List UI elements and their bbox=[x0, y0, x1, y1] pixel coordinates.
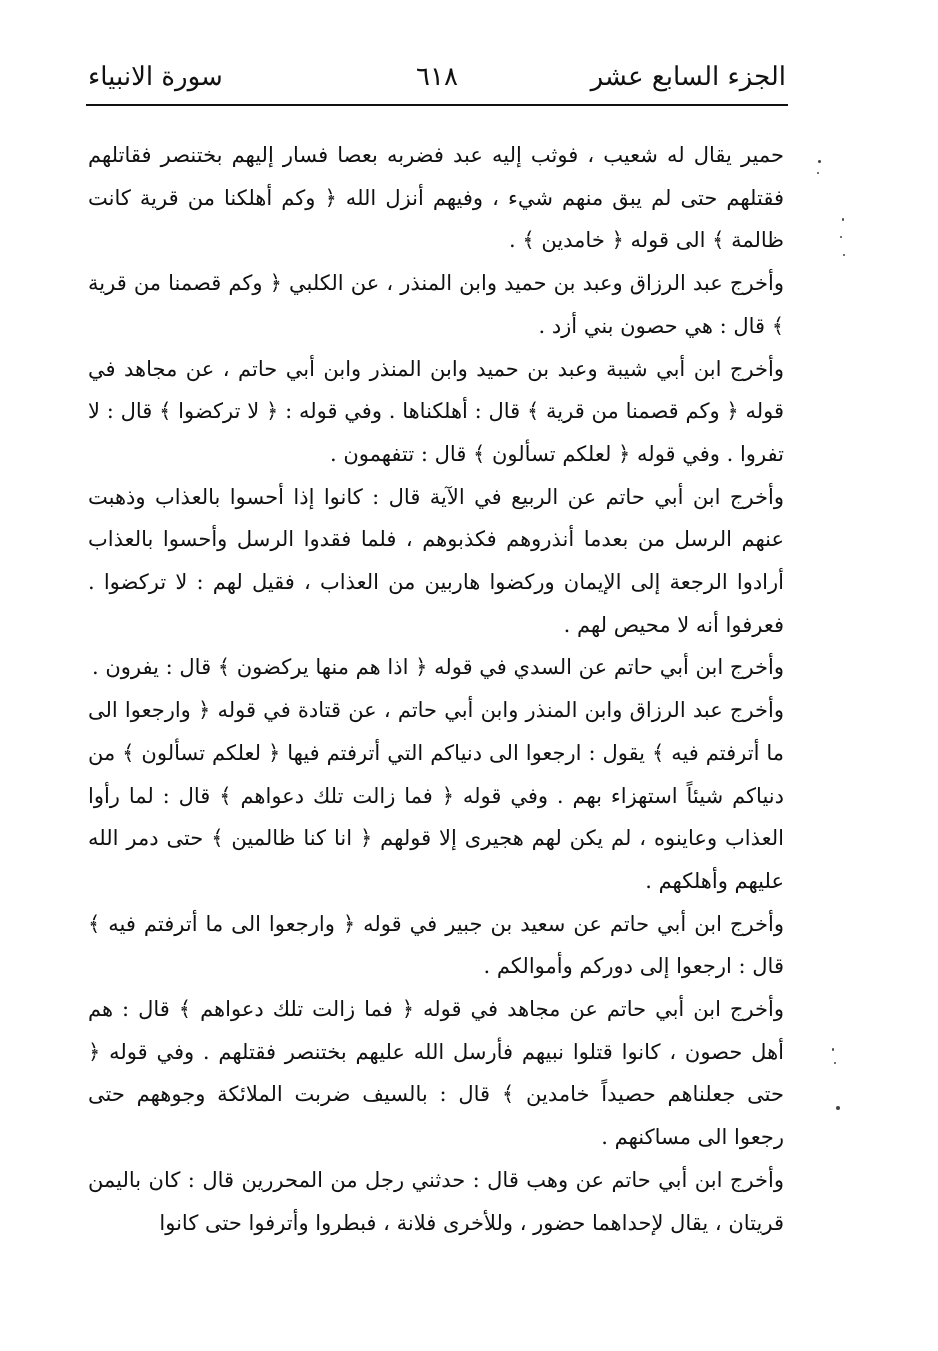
header-rule bbox=[86, 104, 788, 106]
scan-speck bbox=[818, 160, 821, 163]
scan-speck bbox=[843, 254, 845, 256]
paragraph: وأخرج ابن أبي حاتم عن السدي في قوله ﴿ اذا هم منها يركضون ﴾ قال : يفرون . bbox=[92, 655, 784, 680]
paragraph: حمير يقال له شعيب ، فوثب إليه عبد فضربه بعصا فسار إليهم بختنصر فقاتلهم فقتلهم حتى لم يبق منهم شيء ، وفيهم أنزل الله ﴿ وكم أهلكنا من قرية كانت ظالمة ﴾ الى قوله ﴿ خامدين ﴾ . bbox=[88, 143, 784, 253]
scan-speck bbox=[817, 172, 819, 174]
paragraph: وأخرج ابن أبي حاتم عن وهب قال : حدثني رجل من المحررين قال : كان باليمن قريتان ، يقال لإحداهما حضور ، وللأخرى فلانة ، فبطروا وأترفوا حتى كانوا bbox=[88, 1167, 784, 1235]
surah-title: سورة الانبياء bbox=[88, 62, 223, 92]
paragraph: وأخرج ابن أبي شيبة وعبد بن حميد وابن المنذر وابن أبي حاتم ، عن مجاهد في قوله ﴿ وكم قصمنا من قرية ﴾ قال : أهلكناها . وفي قوله : ﴿ لا تركضوا ﴾ قال : لا تفروا . وفي قوله ﴿ لعلكم تسألون ﴾ قال : تتفهمون . bbox=[88, 356, 784, 466]
scan-speck bbox=[834, 1062, 836, 1064]
paragraph: وأخرج ابن أبي حاتم عن الربيع في الآية قال : كانوا إذا أحسوا بالعذاب وذهبت عنهم الرسل من بعدما أنذروهم فكذبوهم ، فلما فقدوا الرسل وأحسوا بالعذاب أرادوا الرجعة إلى الإيمان وركضوا هاربين من العذاب ، فقيل لهم : لا تركضوا . فعرفوا أنه لا محيص لهم . bbox=[88, 484, 784, 637]
scan-speck bbox=[840, 236, 842, 238]
page-body bbox=[88, 134, 784, 1244]
paragraph: وأخرج ابن أبي حاتم عن مجاهد في قوله ﴿ فما زالت تلك دعواهم ﴾ قال : هم أهل حصون ، كانوا قتلوا نبيهم فأرسل الله عليهم بختنصر فقتلهم . وفي قوله ﴿ حتى جعلناهم حصيداً خامدين ﴾ قال : بالسيف ضربت الملائكة وجوههم حتى رجعوا الى مساكنهم . bbox=[88, 997, 784, 1150]
juz-title: الجزء السابع عشر bbox=[590, 62, 786, 92]
paragraph: وأخرج عبد الرزاق وعبد بن حميد وابن المنذر ، عن الكلبي ﴿ وكم قصمنا من قرية ﴾ قال : هي حصون بني أزد . bbox=[88, 271, 784, 338]
scan-speck bbox=[832, 1048, 834, 1051]
paragraph: وأخرج ابن أبي حاتم عن سعيد بن جبير في قوله ﴿ وارجعوا الى ما أترفتم فيه ﴾ قال : ارجعوا إلى دوركم وأموالكم . bbox=[88, 911, 784, 979]
scan-speck bbox=[836, 1106, 840, 1110]
page-number: ٦١٨ bbox=[416, 62, 458, 92]
paragraph: وأخرج عبد الرزاق وابن المنذر وابن أبي حاتم ، عن قتادة في قوله ﴿ وارجعوا الى ما أترفتم فيه ﴾ يقول : ارجعوا الى دنياكم التي أترفتم فيها ﴿ لعلكم تسألون ﴾ من دنياكم شيئاً استهزاء بهم . وفي قوله ﴿ فما زالت تلك دعواهم ﴾ قال : لما رأوا العذاب وعاينوه ، لم يكن لهم هجيرى إلا قولهم ﴿ انا كنا ظالمين ﴾ حتى دمر الله عليهم وأهلكهم . bbox=[88, 698, 784, 893]
scan-speck bbox=[842, 218, 844, 221]
page-header bbox=[88, 56, 786, 100]
